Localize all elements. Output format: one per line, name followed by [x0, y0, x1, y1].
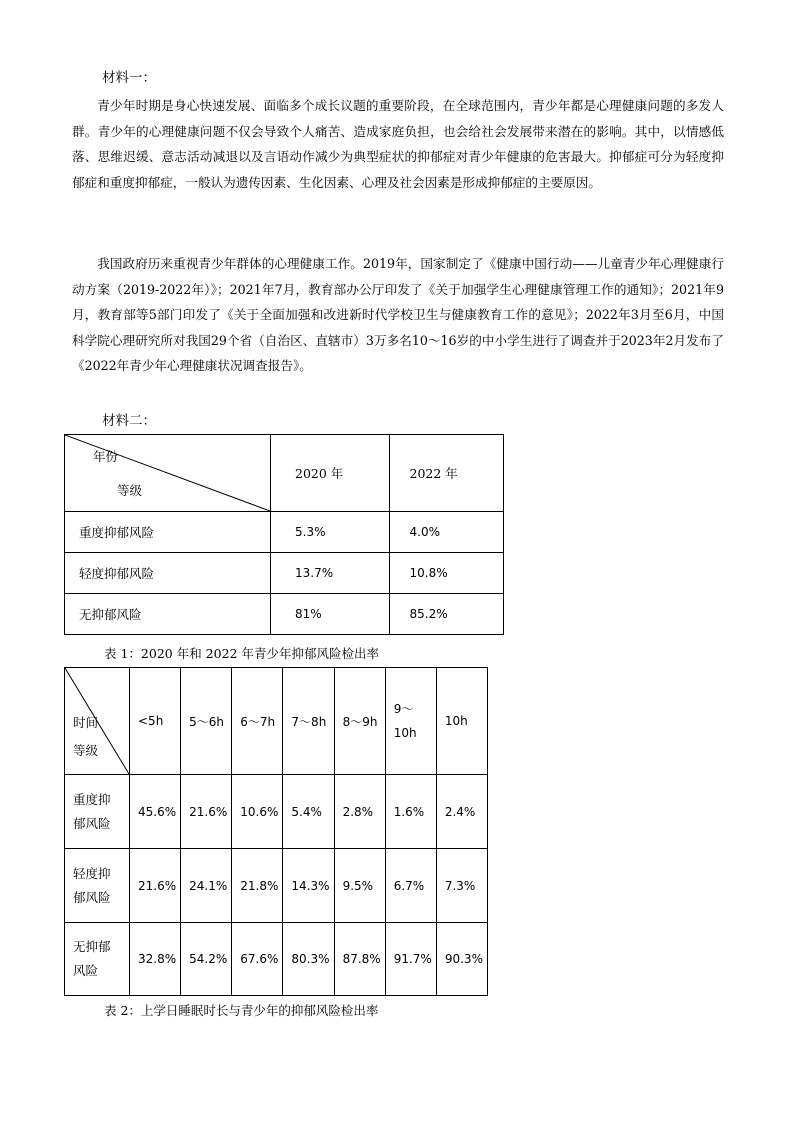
table-1-col-2022: 2022 年 — [389, 435, 504, 512]
table-2-cell: 7.3% — [436, 849, 487, 923]
table-2-cell: 32.8% — [130, 923, 181, 996]
table-2-cell: 21.6% — [181, 775, 232, 849]
table-2-cell: 87.8% — [334, 923, 385, 996]
table-1-header-top: 年份 — [93, 449, 119, 464]
table-2-corner-cell — [65, 668, 130, 775]
table-2-header-row — [65, 668, 488, 775]
table-2-header-bottom: 等级 — [73, 743, 99, 758]
material1-heading: 材料一： — [102, 70, 156, 86]
table-row — [65, 923, 488, 996]
table-1 — [64, 434, 504, 635]
table-2-cell: 67.6% — [232, 923, 283, 996]
table-1-header-bottom: 等级 — [117, 483, 143, 498]
table-2-col-lt5: <5h — [130, 668, 181, 775]
table-1-cell: 85.2% — [389, 594, 504, 635]
table-2-col-6-7: 6～7h — [232, 668, 283, 775]
table-2-row-label-text: 无抑郁风险 — [73, 939, 111, 978]
table-1-row-label: 重度抑郁风险 — [65, 512, 271, 553]
table-2-cell: 21.6% — [130, 849, 181, 923]
table-2-cell: 90.3% — [436, 923, 487, 996]
table-1-cell: 13.7% — [271, 553, 390, 594]
material1-paragraph-2: 我国政府历来重视青少年群体的心理健康工作。2019年，国家制定了《健康中国行动——儿童青少年心理健康行动方案（2019-2022年）》；2021年7月，教育部办公厅印发了《关于加强学生心理健康管理工作的通知》；2021年9月，教育部等5部门印发了《关于全面加强和改进新时代学校卫生与健康教育工作的意见》；2022年3月至6月，中国科学院心理研究所对我国29个省（自治区、直辖市）3万多名10～16岁的中小学生进行了调查并于2023年2月发布了《2022年青少年心理健康状况调查报告》。 — [72, 256, 724, 373]
table-row — [65, 512, 504, 553]
table-1-cell: 10.8% — [389, 553, 504, 594]
table-row — [65, 594, 504, 635]
table-2-cell: 1.6% — [385, 775, 436, 849]
table-1-cell: 81% — [271, 594, 390, 635]
table-2-cell: 21.8% — [232, 849, 283, 923]
table-1-corner-cell — [65, 435, 271, 512]
table-2-cell: 10.6% — [232, 775, 283, 849]
table-2-row-label-text: 轻度抑郁风险 — [73, 865, 111, 905]
table-2-col-9-10-label: 9～10h — [393, 702, 417, 740]
table-1-header-row — [65, 435, 504, 512]
table-2-cell: 6.7% — [385, 849, 436, 923]
table-2-cell: 14.3% — [283, 849, 334, 923]
table-2-cell: 80.3% — [283, 923, 334, 996]
table-2-caption: 表 2：上学日睡眠时长与青少年的抑郁风险检出率 — [104, 1003, 379, 1018]
table-row — [65, 849, 488, 923]
table-1-cell: 5.3% — [271, 512, 390, 553]
table-2-cell: 2.4% — [436, 775, 487, 849]
table-2-cell: 91.7% — [385, 923, 436, 996]
table-2-header-top: 时间 — [73, 715, 99, 730]
table-2-col-10: 10h — [436, 668, 487, 775]
table-2-cell: 45.6% — [130, 775, 181, 849]
table-2-cell: 24.1% — [181, 849, 232, 923]
table-2-cell: 5.4% — [283, 775, 334, 849]
material1-paragraph-1: 青少年时期是身心快速发展、面临多个成长议题的重要阶段，在全球范围内，青少年都是心理健康问题的多发人群。青少年的心理健康问题不仅会导致个人痛苦、造成家庭负担，也会给社会发展带来潜在的影响。其中，以情感低落、思维迟缓、意志活动减退以及言语动作减少为典型症状的抑郁症对青少年健康的危害最大。抑郁症可分为轻度抑郁症和重度抑郁症，一般认为遗传因素、生化因素、心理及社会因素是形成抑郁症的主要原因。 — [72, 98, 724, 190]
table-2-row-label — [65, 775, 130, 849]
material2-heading: 材料二： — [102, 413, 156, 429]
table-2-col-7-8: 7～8h — [283, 668, 334, 775]
table-2-col-9-10 — [385, 668, 436, 775]
table-2-row-label-text: 重度抑郁风险 — [73, 791, 111, 831]
table-1-caption: 表 1：2020 年和 2022 年青少年抑郁风险检出率 — [104, 646, 379, 661]
table-2-col-8-9: 8～9h — [334, 668, 385, 775]
table-1-row-label: 无抑郁风险 — [65, 594, 271, 635]
table-2-cell: 9.5% — [334, 849, 385, 923]
table-1-cell: 4.0% — [389, 512, 504, 553]
table-1-row-label: 轻度抑郁风险 — [65, 553, 271, 594]
table-2-cell: 54.2% — [181, 923, 232, 996]
table-2-row-label — [65, 923, 130, 996]
table-2-col-5-6: 5～6h — [181, 668, 232, 775]
table-2-cell: 2.8% — [334, 775, 385, 849]
table-row — [65, 775, 488, 849]
table-1-col-2020: 2020 年 — [271, 435, 390, 512]
table-2 — [64, 667, 488, 996]
table-2-row-label — [65, 849, 130, 923]
table-row — [65, 553, 504, 594]
